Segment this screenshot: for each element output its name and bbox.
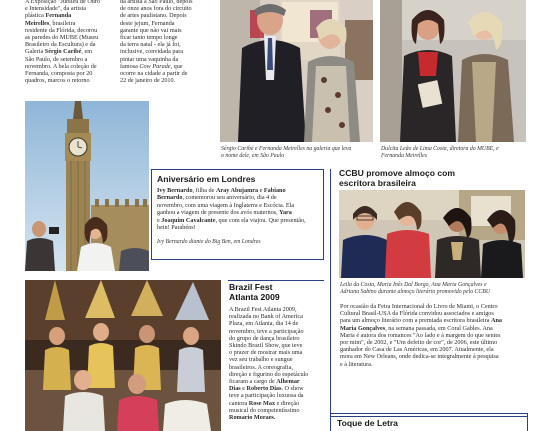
text-line: musical do competentíssimo	[229, 406, 300, 414]
brazil-fest-title	[229, 283, 325, 302]
text-line: Por ocasião da Feira Internacional do Livro de Miami, o Centro	[340, 303, 498, 310]
photo-image	[220, 0, 373, 142]
ccbu-title	[339, 169, 455, 188]
text-line: por mim", de 2002, e "Um defeito de cor", de 2006, este último	[340, 339, 498, 347]
text-line: deste jejum, Fernanda	[120, 19, 175, 27]
text-line: 22 de janeiro de 2010.	[120, 77, 176, 85]
text-line: plástica Fernanda	[25, 12, 72, 20]
text-line: Galeria Sérgio Caribé, em	[25, 48, 93, 56]
caption-line: o nome dele, em São Paulo	[221, 152, 285, 159]
text-line: ganhador do Casa de Las Américas, em 2007. Atualmente, ela	[340, 346, 494, 354]
text-line: e Joaquim Cavalcante, que com ela viajou. Que presentão,	[157, 216, 306, 224]
text-line: famosa Cow Parade, que	[120, 62, 183, 70]
text-line: vez seu trabalho e sungue	[229, 356, 293, 364]
text-line: e à literatura.	[340, 360, 373, 368]
photo-image	[339, 190, 525, 278]
text-line: da terra natal - ela já foi,	[120, 41, 181, 49]
text-line: pintar uma vaquinha da	[120, 55, 179, 63]
caption-line: Dulcita Leão de Lima Costa, diretora do MUBE, e	[381, 146, 499, 152]
text-line: Romario Moraes.	[229, 414, 276, 422]
toque-title: Toque de Letra	[337, 418, 398, 428]
text-line: de artes paulistano. Depois	[120, 12, 187, 20]
text-line: ficaram a cargo de Alhemar	[229, 378, 300, 386]
title-line: Atlanta 2009	[229, 291, 280, 302]
text-line: Bernardo, comemorou seu aniversário, dia 4 de	[157, 194, 277, 202]
text-line: Ivy Bernardo, filha de Aray Abujamra e Fabiano	[157, 187, 286, 194]
text-line: Fernanda, composta por 20	[25, 70, 93, 78]
text-line: Maria Gonçalves, na semana passada, em Coral Gables. Ana	[340, 324, 493, 332]
text-line: Brasileiro da Escultura) e da	[25, 41, 96, 49]
text-line: quadros, marcos o retorno	[25, 77, 90, 85]
brazil-fest-rule	[228, 280, 324, 281]
birthday-caption: Ivy Bernardo diante do Big Ben, em Londres	[157, 239, 261, 246]
text-line: de onze anos fora do circuito	[120, 5, 192, 13]
text-line: inclusive, convidada para	[120, 48, 184, 56]
text-line: ficar tanto tempo longe	[120, 34, 178, 42]
text-line: novembro, com uma viagem à Inglaterra e Escócia. Ela	[157, 201, 295, 209]
text-line: garante que não vai mais	[120, 26, 182, 34]
text-line: novembro. A bela coleção de	[25, 62, 97, 70]
toque-de-letra-box	[330, 413, 528, 431]
text-line: do grupo de dança brasileiro	[229, 334, 300, 342]
text-line: realizada no Bank of America	[229, 313, 303, 321]
text-line: Meirelles, brasileira	[25, 19, 76, 27]
photo-dulcita-meirelles	[380, 0, 526, 142]
text-line: Cultural Brasil-USA da Flórida convidou associados e amigos	[340, 310, 494, 318]
title-line: escritora brasileira	[339, 177, 416, 188]
text-line: teve a participação luxuosa da	[229, 392, 304, 400]
photo-image	[25, 280, 221, 431]
exhibition-text-col1	[25, 0, 117, 84]
text-line: residente da Flórida, decorou	[25, 26, 98, 34]
ccbu-text	[340, 303, 527, 368]
text-line: São Paulo, de setembro a	[25, 55, 88, 63]
text-line: Plaza, em Atlanta, dia 14 de	[229, 320, 299, 328]
photo-image	[380, 0, 526, 142]
text-line: cantora Rose Max e direção	[229, 399, 300, 407]
birthday-title: Aniversário em Londres	[157, 174, 256, 184]
ccbu-box	[330, 169, 528, 417]
text-line: da artista a São Paulo, depois	[120, 0, 193, 5]
text-line: ocorre na cidade a partir de	[120, 70, 188, 78]
birthday-text	[157, 187, 318, 231]
caption-line: Adriana Sabino durante almoço literário promovido pelo CCBU	[340, 288, 491, 295]
title-line: Brazil Fest	[229, 282, 273, 292]
brazil-fest-text	[229, 306, 325, 421]
text-line: hein! Parabéns!	[157, 224, 196, 232]
text-line: Dias e Roberto Dias. O show	[229, 385, 304, 393]
text-line: e Intensidade", da artista	[25, 5, 86, 13]
photo-ccbu-lunch	[339, 190, 525, 278]
title-line: CCBU promove almoço com	[339, 168, 456, 178]
text-line: A Brazil Fest Atlanta 2009,	[229, 306, 297, 313]
text-line: ganhou a viagem de presente dos avós maternos, Yara	[157, 209, 292, 217]
text-line: A Exposição "Jubileu de Ouro	[25, 0, 101, 5]
photo-big-ben	[25, 101, 149, 271]
photo-image	[25, 101, 149, 271]
caption-line: Fernanda Meirelles	[381, 152, 427, 159]
text-line: o prazer de mostrar mais uma	[229, 349, 303, 357]
caption-line: Leila da Costa, Maria Inês Dal Borgo, Ana Maria Gonçalves e	[340, 282, 487, 288]
photo2-caption	[381, 146, 531, 160]
ccbu-caption	[340, 282, 526, 296]
text-line: Maria é autora dos romances "Ao lado e à margem do que sentes	[340, 331, 501, 339]
text-line: as paredes do MUBE (Museu	[25, 34, 99, 42]
exhibition-text-col2	[120, 0, 216, 84]
photo1-caption	[221, 146, 376, 160]
text-line: brasileiros. A coreografia,	[229, 363, 293, 371]
text-line: Skindo Brazil Show, que teve	[229, 342, 303, 350]
photo-caribe-meirelles	[220, 0, 373, 142]
birthday-london-box	[151, 169, 324, 260]
caption-line: Sérgio Caribé e Fernanda Meirelles na galeria que leva	[221, 146, 352, 152]
text-line: direção e figurino do espetáculo	[229, 370, 309, 378]
text-line: mora em New Orleans, onde dedica-se integralmente à pesquisa	[340, 353, 499, 361]
photo-brazil-fest	[25, 280, 221, 431]
text-line: para um almoço literário com a premiada escritora brasileira Ana	[340, 317, 503, 325]
text-line: novembro, teve a participação	[229, 327, 304, 335]
